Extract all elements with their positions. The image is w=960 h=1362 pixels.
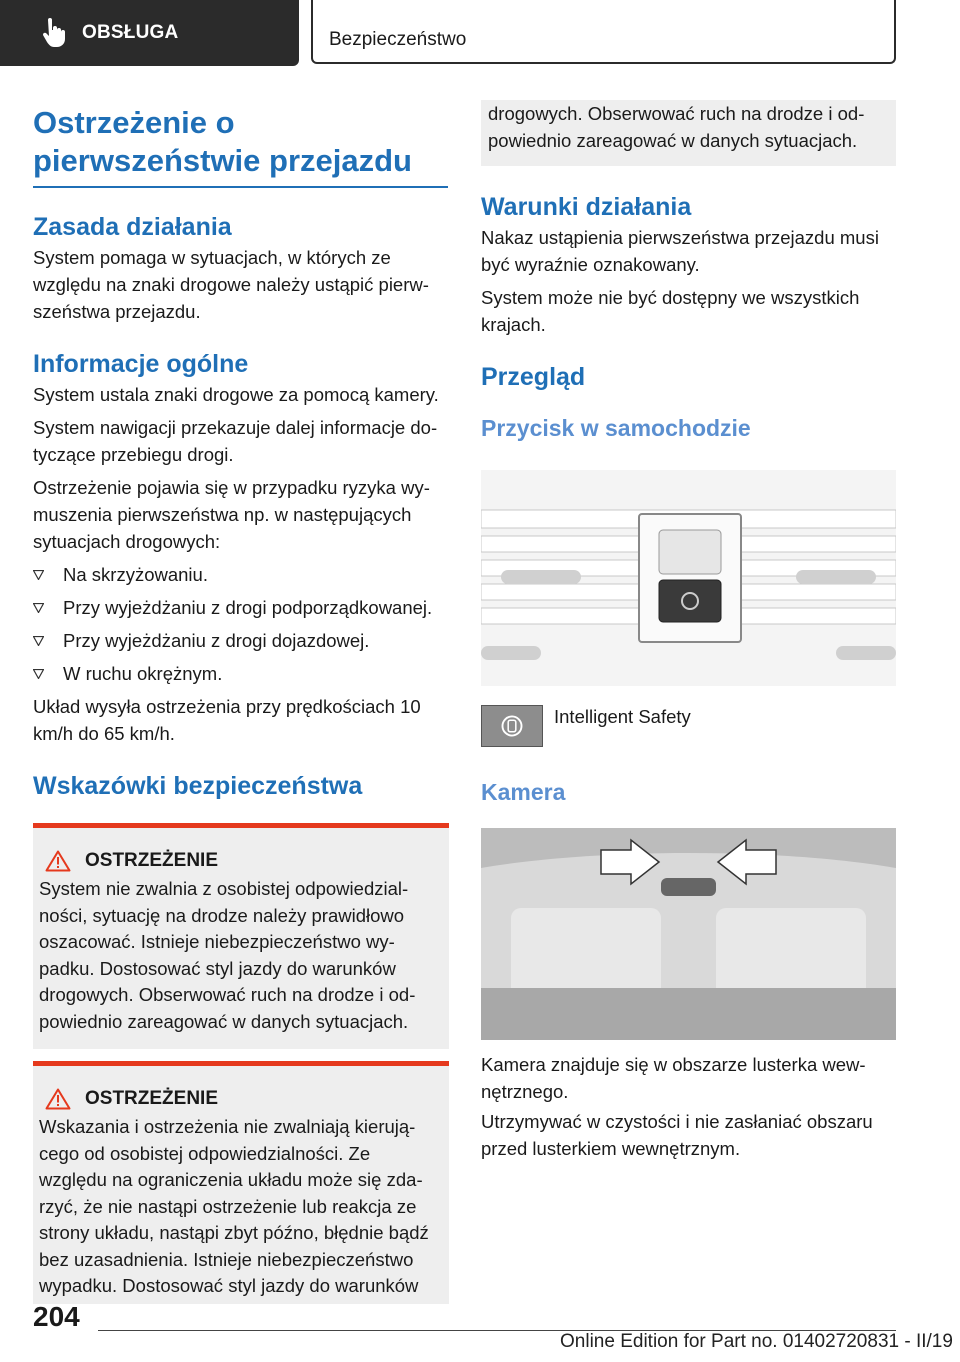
button-photo [481,470,896,686]
list-item: Przy wyjeżdżaniu z drogi podporządkowanej. [33,594,449,621]
triangle-bullet-icon [33,570,44,580]
text-kamera-2: Utrzymywać w czystości i nie zasłaniać obszaru przed lusterkiem wewnętrznym. [481,1111,873,1159]
edition-text: Online Edition for Part no. 01402720831 - II/19 [560,1331,953,1352]
list-item: Na skrzyżowaniu. [33,561,449,588]
text-warunki-1: Nakaz ustąpienia pierwszeństwa przejazdu musi być wyraźnie oznakowany. [481,227,879,275]
left-column [33,100,449,1304]
heading-zasada: Zasada działania [33,213,232,241]
chapter-box [311,0,896,64]
text-informacje-3: Ostrzeżenie pojawia się w przypadku ryzyka wymuszenia pierwszeństwa np. w następujących sytuacjach drogowych: [33,477,430,552]
warning-box-1 [33,823,449,1049]
hand-icon [40,18,66,48]
text-kamera-1: Kamera znajduje się w obszarze lusterka wewnętrznego. [481,1054,866,1102]
intelligent-safety-icon [481,705,543,747]
section-label: OBSŁUGA [82,22,179,43]
subheading-przycisk: Przycisk w samochodzie [481,415,751,441]
warning-triangle-icon [45,850,71,872]
warning-title: OSTRZEŻENIE [85,1088,219,1109]
heading-warunki: Warunki działania [481,193,692,221]
text-speed: Układ wysyła ostrzeżenia przy prędkościach 10 km/h do 65 km/h. [33,696,421,744]
heading-informacje: Informacje ogólne [33,350,249,378]
page-number: 204 [33,1301,80,1332]
icon-label: Intelligent Safety [554,706,691,727]
right-column [481,100,896,442]
text-informacje-2: System nawigacji przekazuje dalej informacje dotyczące przebiegu drogi. [33,417,438,465]
warning-text: Wskazania i ostrzeżenia nie zwalniają kierującego od osobistej odpowiedzialności. Ze względu na ograniczenia układu może się zdarzyć, że nie nastąpi ostrzeżenie lub reakcja ze strony układu, nastąpi zbyt późno, błędnie bądź bez uzasadnienia. Istnieje niebezpieczeństwo wypadku. Dostosować styl jazdy do warunków [39,1116,429,1296]
list-item: W ruchu okrężnym. [33,660,449,687]
situation-list [33,561,449,687]
triangle-bullet-icon [33,669,44,679]
chapter-label: Bezpieczeństwo [329,29,467,50]
warning-box-2 [33,1061,449,1304]
text-zasada: System pomaga w sytuacjach, w których ze względu na znaki drogowe należy ustąpić pierwszeństwa przejazdu. [33,247,429,322]
warning-title: OSTRZEŻENIE [85,850,219,871]
page-title: Ostrzeżenie o pierwszeństwie przejazdu [33,105,412,178]
warning-text-continued: drogowych. Obserwować ruch na drodze i odpowiednio zareagować w danych sytuacjach. [488,103,865,151]
text-warunki-2: System może nie być dostępny we wszystkich krajach. [481,287,860,335]
list-item: Przy wyjeżdżaniu z drogi dojazdowej. [33,627,449,654]
text-informacje-1: System ustala znaki drogowe za pomocą kamery. [33,384,439,405]
camera-photo [481,828,896,1040]
subheading-kamera: Kamera [481,779,566,805]
heading-wskazowki: Wskazówki bezpieczeństwa [33,772,363,800]
section-tab [0,0,299,66]
warning-box-continued [481,100,896,166]
heading-przeglad: Przegląd [481,363,586,391]
warning-triangle-icon [45,1088,71,1110]
title-rule [33,186,448,188]
triangle-bullet-icon [33,636,44,646]
warning-text: System nie zwalnia z osobistej odpowiedzialności, sytuację na drodze należy prawidłowo oszacować. Istnieje niebezpieczeństwo wypadku. Dostosować styl jazdy do warunków drogowych. Obserwować ruch na drodze i odpowiednio zareagować w danych sytuacjach. [39,878,416,1032]
triangle-bullet-icon [33,603,44,613]
